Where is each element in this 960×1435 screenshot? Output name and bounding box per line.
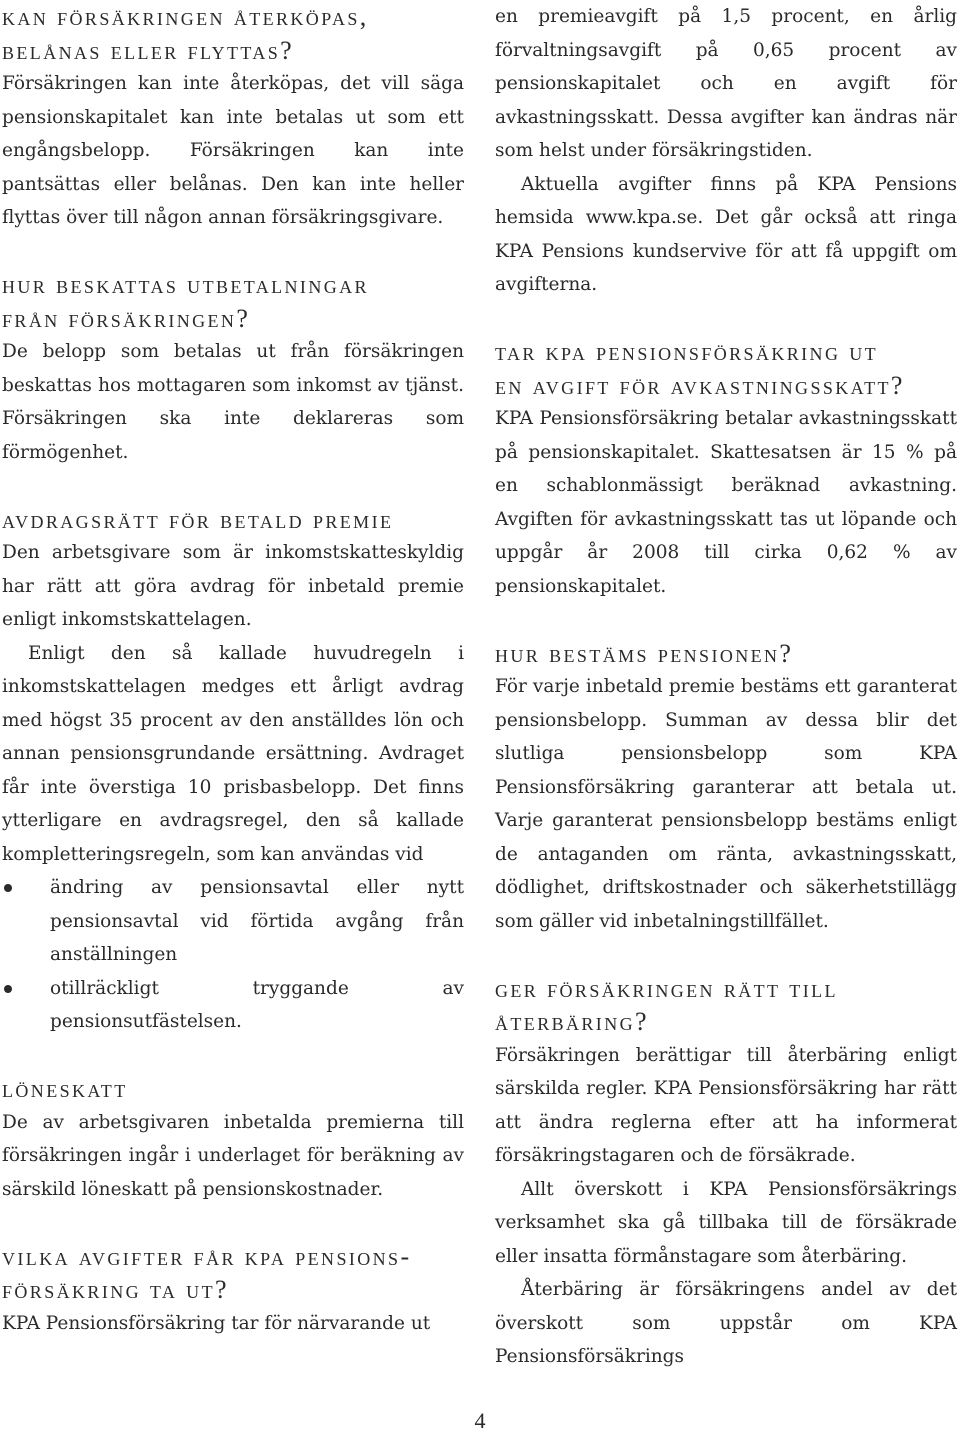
paragraph-avgifter-start: KPA Pensionsförsäkring tar för närvarande ut — [2, 1312, 431, 1334]
page-number: 4 — [474, 1408, 486, 1433]
paragraph-beskattning: De belopp som betalas ut från försäkringen beskattas hos mottagaren som inkomst av tjänst. Försäkringen ska inte deklareras som förmögenhet. — [2, 341, 464, 463]
right-column — [495, 0, 957, 1374]
list-item: ändring av pensionsavtal eller nytt pensionsavtal vid förtida avgång från anställningen — [2, 871, 464, 972]
heading-avkastningsskatt: tar kpa pensionsförsäkring ut en avgift för avkastningsskatt? — [495, 337, 905, 400]
bullet-icon — [4, 884, 12, 892]
paragraph-loneskatt: De av arbetsgivaren inbetalda premierna till försäkringen ingår i underlaget för beräkning av särskild löneskatt på pensionskostnader. — [2, 1111, 464, 1200]
heading-avgifter: vilka avgifter får kpa pensions- försäkring ta ut? — [2, 1241, 412, 1304]
bullet-icon — [4, 985, 12, 993]
paragraph-avdragsratt-2: Enligt den så kallade huvudregeln i inkomstskattelagen medges ett årligt avdrag med högst 35 procent av den anställdes lön och annan pensionsgrundande ersättning. Avdraget får inte överstiga 10 prisbasbelopp. Det finns ytterligare en avdragsregel, den så kallade kompletteringsregeln, som kan användas vid — [2, 642, 464, 865]
paragraph-aterbaring-2: Allt överskott i KPA Pensionsförsäkrings verksamhet ska gå tillbaka till de försäkrade eller insatta förmånstagare som återbäring. — [495, 1178, 957, 1267]
paragraph-avgifter-hemsida: Aktuella avgifter finns på KPA Pensions hemsida www.kpa.se. Det går också att ringa KPA Pensions kundservive för att få uppgift om avgifterna. — [495, 173, 957, 295]
paragraph-avkastningsskatt: KPA Pensionsförsäkring betalar avkastningsskatt på pensionskapitalet. Skattesatsen är 15 % på en schablonmässigt beräknad avkastning. Avgiften för avkastningsskatt tas ut löpande och uppgår år 2008 till cirka 0,62 % av pensionskapitalet. — [495, 408, 957, 597]
heading-aterkop: kan försäkringen återköpas, belånas eller flyttas? — [2, 2, 369, 65]
bullet-list — [2, 871, 464, 1039]
list-item: otillräckligt tryggande av pensionsutfästelsen. — [2, 972, 464, 1039]
paragraph-avgifter-cont: en premieavgift på 1,5 procent, en årlig förvaltningsavgift på 0,65 procent av pensionskapitalet och en avgift för avkastningsskatt. Dessa avgifter kan ändras när som helst under försäkringstiden. — [495, 6, 957, 161]
paragraph-pensionen: För varje inbetald premie bestäms ett garanterat pensionsbelopp. Summan av dessa blir det slutliga pensionsbelopp som KPA Pensionsförsäkring garanterar att betala ut. Varje garanterat pensionsbelopp bestäms enligt de antaganden om ränta, avkastningsskatt, dödlighet, driftskostnader och säkerhetstillägg som gäller vid inbetalningstillfället. — [495, 676, 957, 932]
paragraph-aterbaring-1: Försäkringen berättigar till återbäring enligt särskilda regler. KPA Pensionsförsäkring har rätt att ändra reglerna efter att ha informerat försäkringstagaren och de försäkrade. — [495, 1044, 957, 1166]
heading-avdragsratt: avdragsrätt för betald premie — [2, 504, 394, 534]
heading-aterbaring: ger försäkringen rätt till återbäring? — [495, 973, 838, 1036]
left-column — [2, 0, 464, 1340]
paragraph-aterbaring-3: Återbäring är försäkringens andel av det överskott som uppstår om KPA Pensionsförsäkrings — [495, 1279, 957, 1367]
paragraph-aterkop: Försäkringen kan inte återköpas, det vill säga pensionskapitalet kan inte betalas ut som ett engångsbelopp. Försäkringen kan inte pantsättas eller belånas. Den kan inte heller flyttas över till någon annan försäkringsgivare. — [2, 73, 464, 228]
heading-loneskatt: löneskatt — [2, 1074, 128, 1103]
heading-pensionen: hur bestäms pensionen? — [495, 638, 794, 668]
paragraph-avdragsratt-1: Den arbetsgivare som är inkomstskatteskyldig har rätt att göra avdrag för inbetald premie enligt inkomstskattelagen. — [2, 542, 464, 630]
heading-beskattning: hur beskattas utbetalningar från försäkringen? — [2, 270, 369, 333]
